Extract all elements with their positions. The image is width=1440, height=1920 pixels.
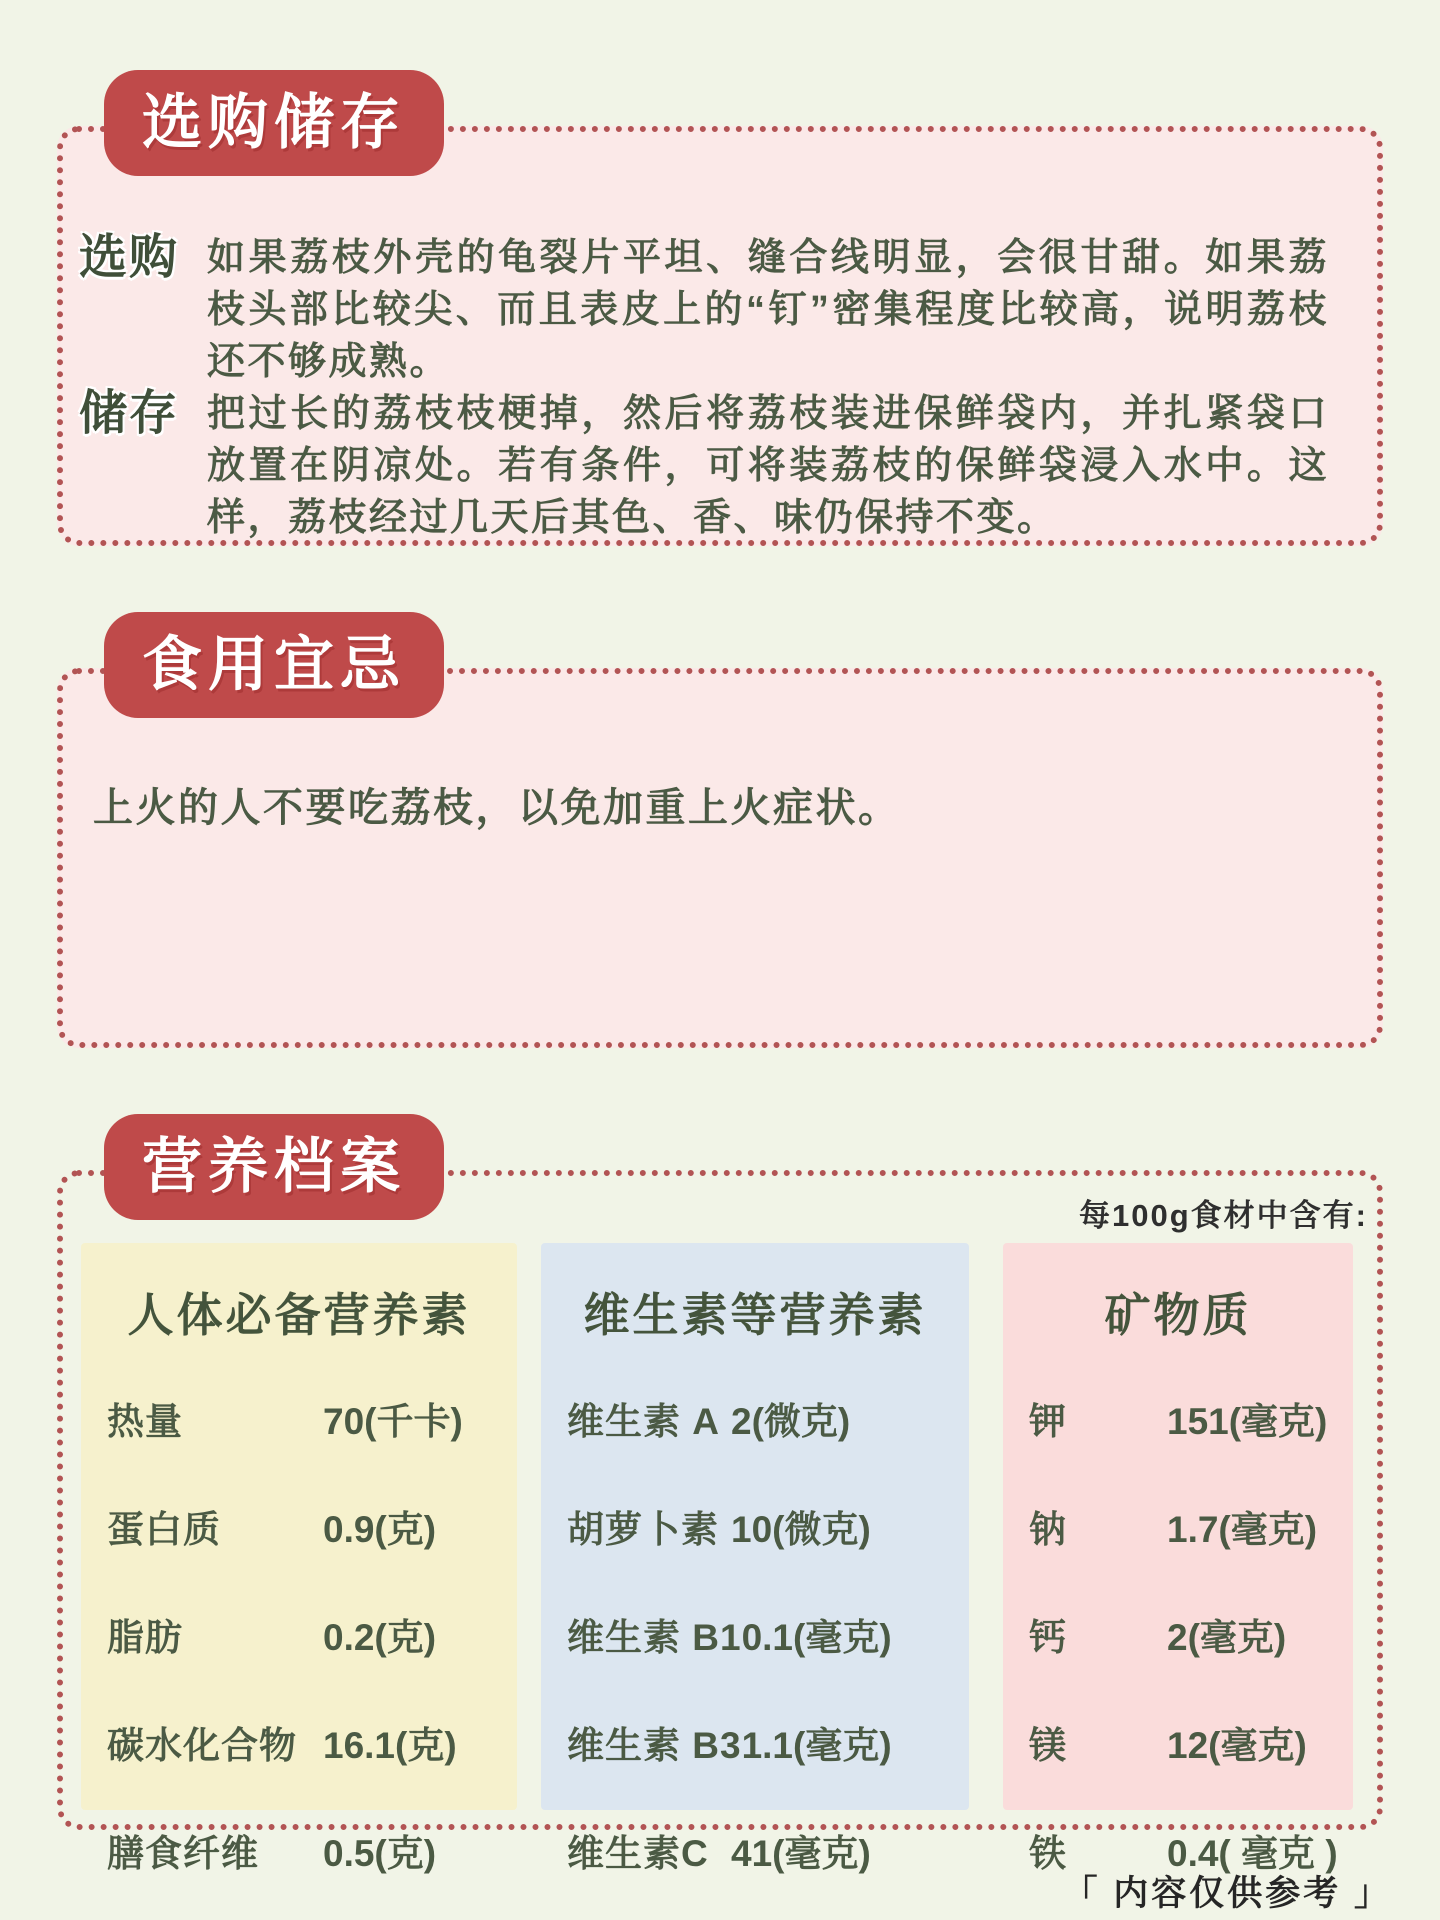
nutrient-value: 0.2(克) [323, 1617, 437, 1658]
nutrient-row [1029, 1391, 1327, 1445]
nutrient-row [107, 1715, 491, 1769]
panel-essential-nutrients [81, 1243, 517, 1874]
panel-vitamins-title: 维生素等营养素 [583, 1289, 927, 1341]
nutrient-name: 维生素 A [567, 1401, 720, 1442]
section-selection-storage [57, 126, 1383, 546]
eating-advice-text: 上火的人不要吃荔枝，以免加重上火症状。 [93, 786, 901, 830]
nutrient-value: 0.4( 毫克 ) [1167, 1833, 1338, 1874]
section-eating-advice [57, 668, 1383, 1048]
nutrient-name: 钾 [1029, 1401, 1067, 1442]
nutrient-value: 2(微克) [731, 1401, 851, 1442]
nutrient-value: 1.7(毫克) [1167, 1509, 1318, 1550]
nutrient-row [1029, 1715, 1327, 1769]
nutrient-value: 41(毫克) [731, 1833, 871, 1874]
badge-nutrition: 营养档案 [104, 1114, 444, 1220]
entry-selection [79, 232, 1357, 388]
nutrient-row [107, 1823, 491, 1877]
disclaimer-footer: 「 内容仅供参考 」 [1062, 1874, 1392, 1913]
nutrient-name: 胡萝卜素 [567, 1509, 719, 1550]
nutrient-row [107, 1391, 491, 1445]
serving-note: 每100g食材中含有: [1079, 1198, 1368, 1233]
nutrient-row [567, 1499, 943, 1553]
nutrient-row [1029, 1499, 1327, 1553]
panel-essential-nutrients-title: 人体必备营养素 [127, 1289, 471, 1341]
nutrient-row [567, 1607, 943, 1661]
panel-minerals [1003, 1243, 1353, 1874]
panel-vitamins [541, 1243, 969, 1874]
nutrient-value: 0.1(毫克) [741, 1617, 892, 1658]
nutrient-value: 70(千卡) [323, 1401, 463, 1442]
nutrient-value: 0.9(克) [323, 1509, 437, 1550]
nutrient-name: 蛋白质 [107, 1509, 221, 1550]
badge-eating-advice: 食用宜忌 [104, 612, 444, 718]
entry-storage-text: 把过长的荔枝枝梗掉，然后将荔枝装进保鲜袋内，并扎紧袋口放置在阴凉处。若有条件，可将装荔枝的保鲜袋浸入水中。这样，荔枝经过几天后其色、香、味仍保持不变。 [207, 393, 1329, 539]
nutrient-name: 铁 [1029, 1833, 1067, 1874]
nutrient-name: 维生素 B1 [567, 1617, 742, 1658]
nutrient-row [107, 1499, 491, 1553]
nutrient-value: 0.5(克) [323, 1833, 437, 1874]
section-nutrition [57, 1170, 1383, 1874]
nutrient-value: 12(毫克) [1167, 1725, 1307, 1766]
nutrient-value: 10(微克) [731, 1509, 871, 1550]
nutrient-row [1029, 1607, 1327, 1661]
entry-storage-label: 储存 [79, 387, 180, 440]
nutrient-value: 16.1(克) [323, 1725, 457, 1766]
nutrient-name: 维生素C [567, 1833, 709, 1874]
nutrient-name: 碳水化合物 [107, 1725, 297, 1766]
nutrient-row [107, 1607, 491, 1661]
nutrient-value: 1.1(毫克) [741, 1725, 892, 1766]
nutrient-row [567, 1391, 943, 1445]
nutrient-name: 维生素 B3 [567, 1725, 742, 1766]
nutrient-name: 脂肪 [107, 1617, 183, 1658]
panel-minerals-title: 矿物质 [1104, 1289, 1252, 1341]
entry-storage [79, 388, 1357, 544]
nutrient-value: 151(毫克) [1167, 1401, 1328, 1442]
nutrient-name: 镁 [1029, 1725, 1067, 1766]
nutrient-row [567, 1715, 943, 1769]
nutrient-row [567, 1823, 943, 1877]
badge-selection-storage: 选购储存 [104, 70, 444, 176]
entry-selection-label: 选购 [79, 231, 180, 284]
nutrient-name: 钙 [1029, 1617, 1067, 1658]
nutrient-name: 钠 [1029, 1509, 1067, 1550]
nutrient-name: 膳食纤维 [107, 1833, 259, 1874]
nutrient-value: 2(毫克) [1167, 1617, 1287, 1658]
entry-selection-text: 如果荔枝外壳的龟裂片平坦、缝合线明显，会很甘甜。如果荔枝头部比较尖、而且表皮上的“钉”密集程度比较高，说明荔枝还不够成熟。 [207, 237, 1329, 383]
nutrient-name: 热量 [107, 1401, 183, 1442]
